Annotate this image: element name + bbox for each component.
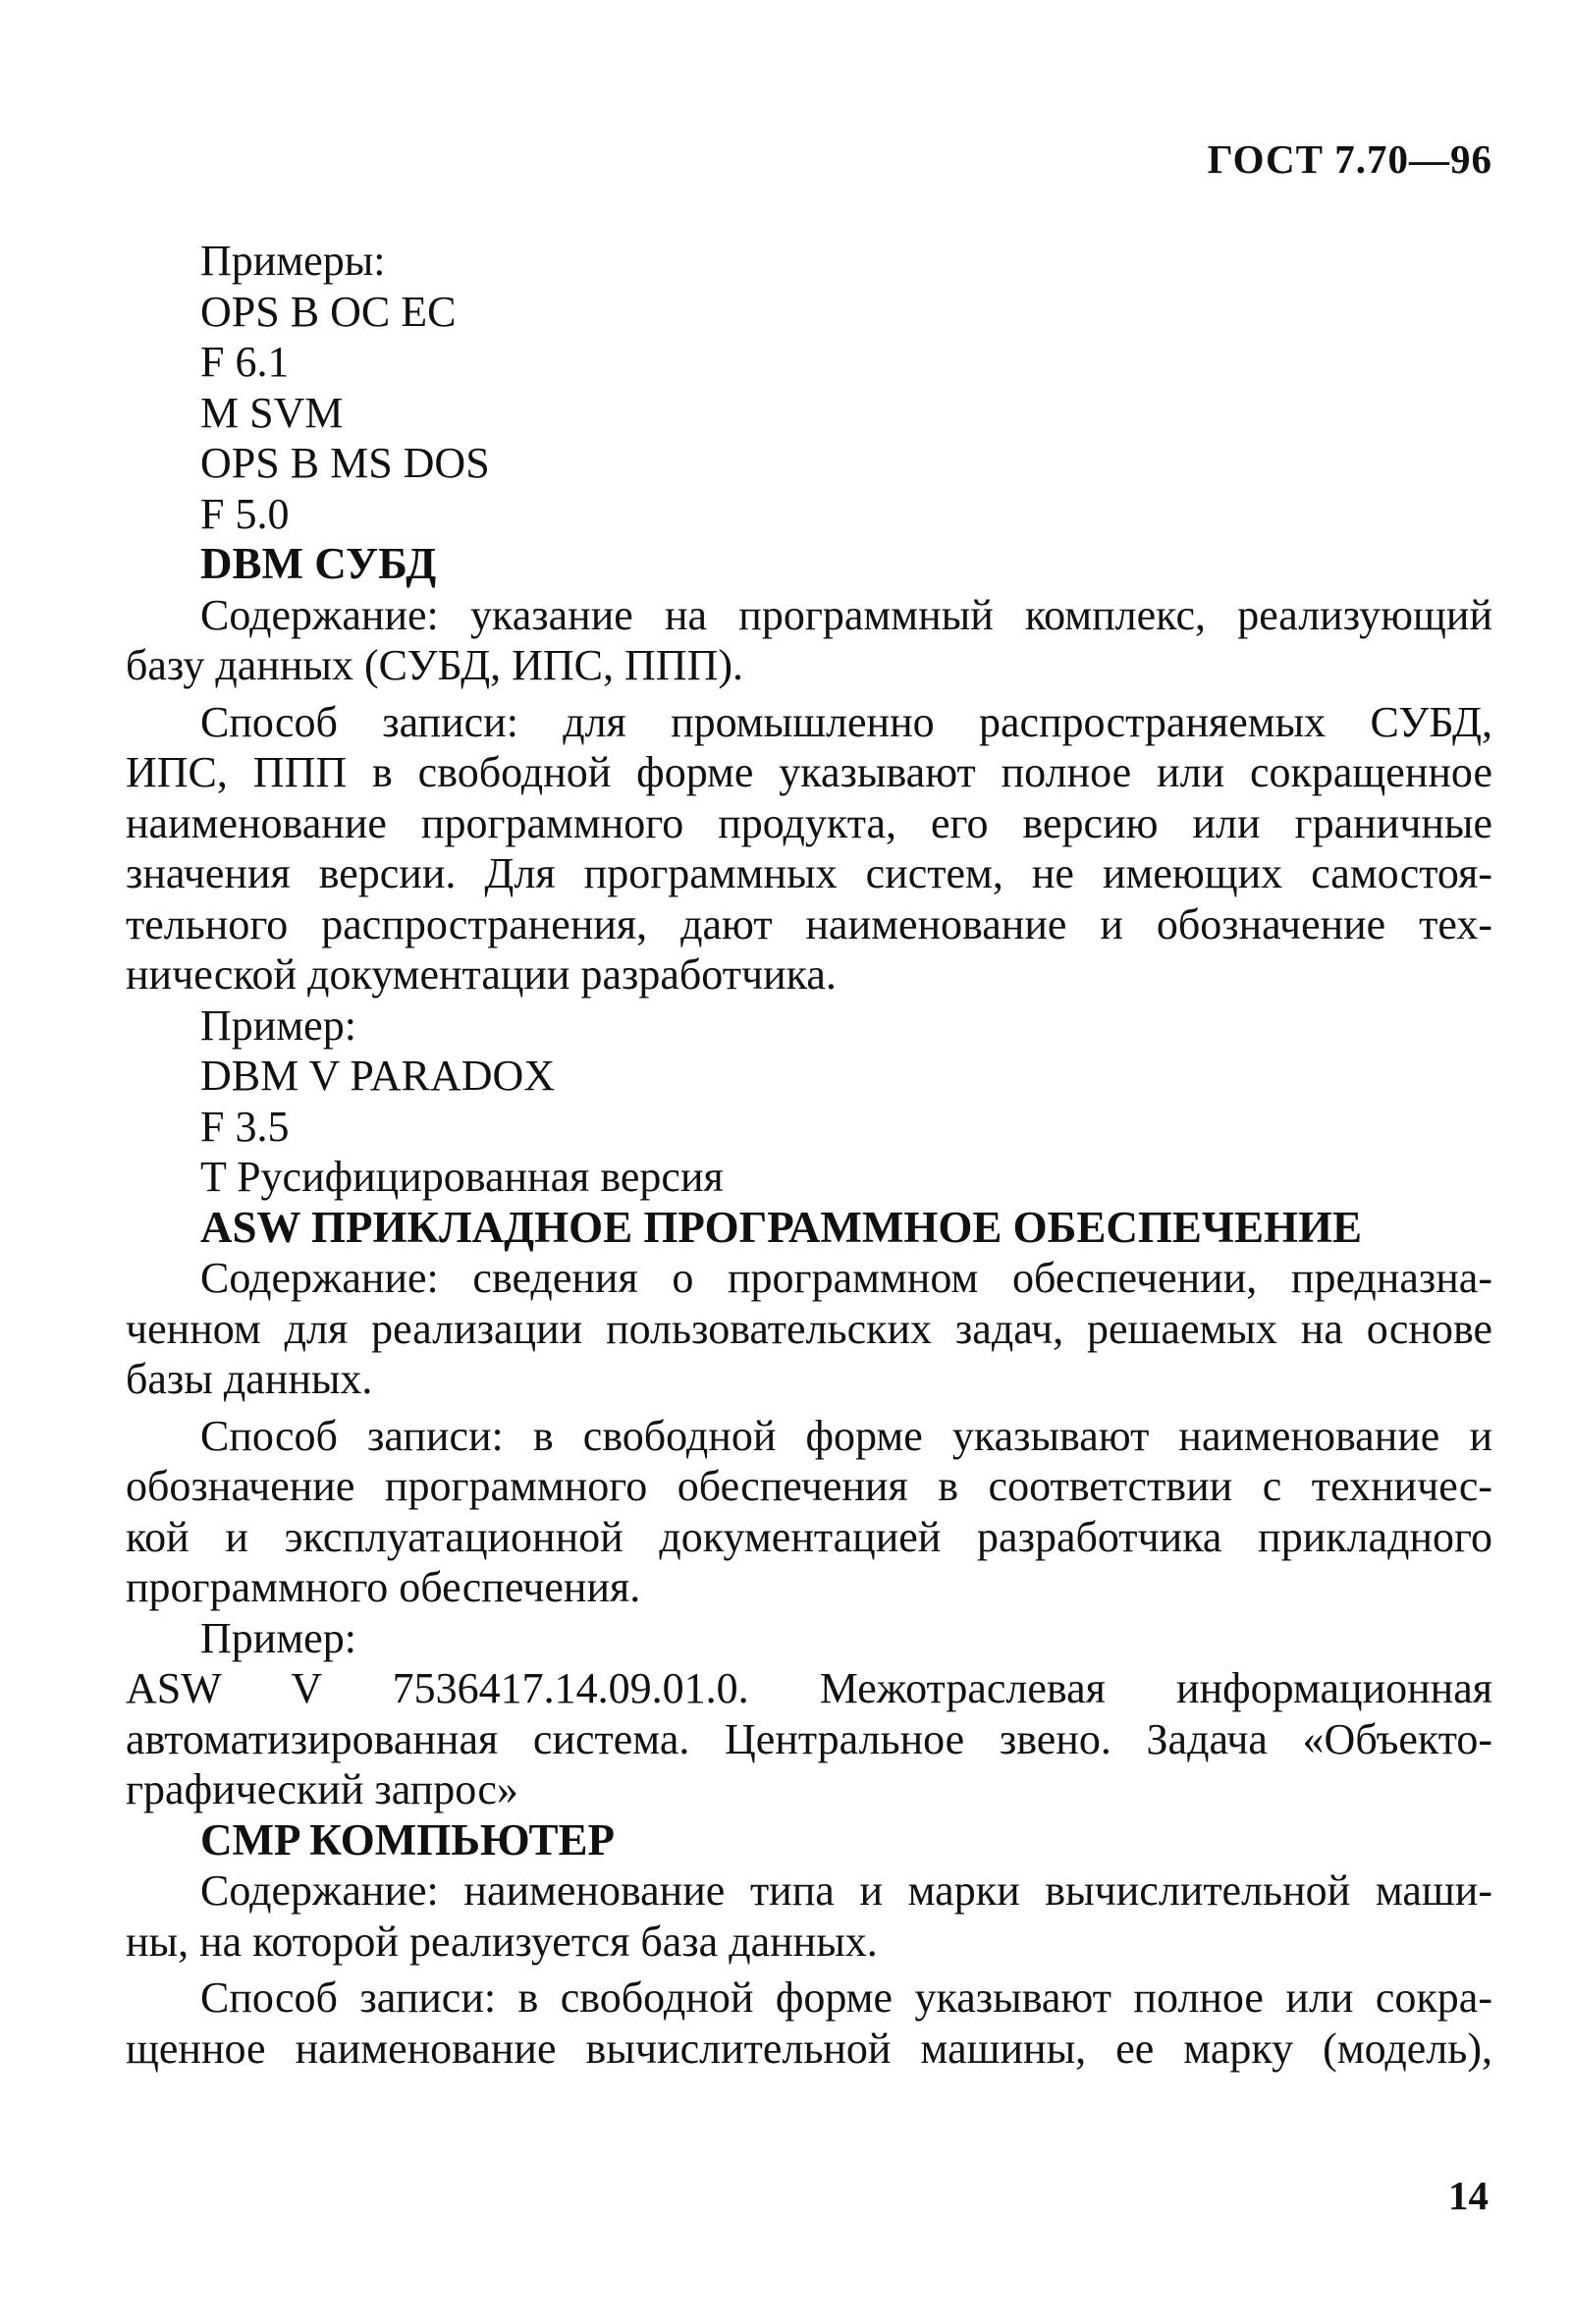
example-line: DBM V PARADOX bbox=[200, 1052, 556, 1100]
example-label: Пример: bbox=[200, 1000, 356, 1050]
section-heading-cmp: CMP КОМПЬЮТЕР bbox=[200, 1814, 616, 1865]
example-line: F 6.1 bbox=[200, 338, 290, 386]
page-number: 14 bbox=[1448, 2173, 1489, 2218]
paragraph-line: Способ записи: в свободной форме указывают полное или сокра- bbox=[200, 1973, 1492, 2022]
paragraph-line: ченном для реализации пользовательских задач, решаемых на основе bbox=[126, 1304, 1492, 1353]
paragraph-line: ИПС, ППП в свободной форме указывают полное или сокращенное bbox=[126, 748, 1492, 796]
paragraph-line: обозначение программного обеспечения в соответствии с техничес- bbox=[126, 1462, 1492, 1510]
paragraph-line: Способ записи: в свободной форме указывают наименование и bbox=[200, 1411, 1492, 1460]
paragraph-line: Содержание: сведения о программном обеспечении, предназна- bbox=[200, 1254, 1492, 1302]
paragraph-line: наименование программного продукта, его версию или граничные bbox=[126, 798, 1492, 847]
example-line: F 5.0 bbox=[200, 489, 290, 538]
section-heading-asw: ASW ПРИКЛАДНОЕ ПРОГРАММНОЕ ОБЕСПЕЧЕНИЕ bbox=[200, 1202, 1362, 1252]
section-heading-dbm: DBM СУБД bbox=[200, 539, 437, 588]
example-line: ASW V 7536417.14.09.01.0. Межотраслевая информационная bbox=[126, 1664, 1492, 1712]
examples-label: Примеры: bbox=[200, 237, 386, 285]
paragraph-line: нической документации разработчика. bbox=[126, 950, 837, 999]
example-line: графический запрос» bbox=[126, 1765, 518, 1813]
example-line: OPS B OC EC bbox=[200, 287, 457, 336]
paragraph-line: тельного распространения, дают наименование и обозначение тех- bbox=[126, 899, 1492, 948]
page-content bbox=[126, 236, 1492, 2074]
page-header: ГОСТ 7.70—96 bbox=[1207, 136, 1492, 182]
paragraph-line: щенное наименование вычислительной машины, ее марку (модель), bbox=[126, 2024, 1492, 2073]
example-line: F 3.5 bbox=[200, 1102, 290, 1151]
paragraph-line: Содержание: указание на программный комплекс, реализующий bbox=[200, 590, 1492, 639]
paragraph-line: ны, на которой реализуется база данных. bbox=[126, 1917, 878, 1966]
paragraph-line: базу данных (СУБД, ИПС, ППП). bbox=[126, 641, 743, 689]
paragraph-line: базы данных. bbox=[126, 1355, 373, 1403]
paragraph-line: Содержание: наименование типа и марки вычислительной маши- bbox=[200, 1866, 1492, 1915]
example-line: T Русифицированная версия bbox=[200, 1153, 724, 1201]
paragraph-line: кой и эксплуатационной документацией разработчика прикладного bbox=[126, 1512, 1492, 1561]
example-line: OPS B MS DOS bbox=[200, 439, 490, 487]
paragraph-line: программного обеспечения. bbox=[126, 1563, 641, 1611]
example-line: M SVM bbox=[200, 388, 344, 437]
paragraph-line: Способ записи: для промышленно распространяемых СУБД, bbox=[200, 697, 1492, 746]
example-line: автоматизированная система. Центральное звено. Задача «Объекто- bbox=[126, 1714, 1492, 1763]
example-label: Пример: bbox=[200, 1613, 356, 1662]
paragraph-line: значения версии. Для программных систем, не имеющих самостоя- bbox=[126, 849, 1492, 897]
